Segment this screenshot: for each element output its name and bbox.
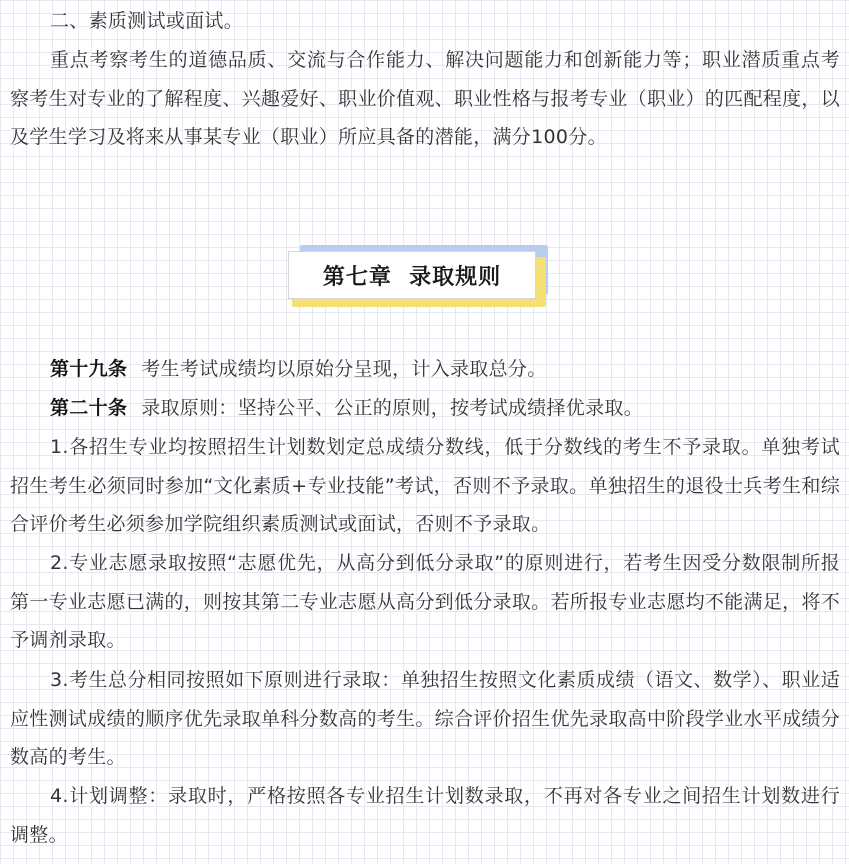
- chapter-banner: [288, 249, 548, 305]
- article-20-label: 第二十条: [50, 397, 128, 419]
- rule-4: 4.计划调整：录取时，严格按照各专业招生计划数录取，不再对各专业之间招生计划数进行调整。: [10, 785, 840, 846]
- article-19-label: 第十九条: [50, 358, 128, 380]
- rule-1: 1.各招生专业均按照招生计划数划定总成绩分数线，低于分数线的考生不予录取。单独考试招生考生必须同时参加“文化素质+专业技能”考试，否则不予录取。单独招生的退役士兵考生和综合评价考生必须参加学院组织素质测试或面试，否则不予录取。: [10, 436, 840, 535]
- rule-3: 3.考生总分相同按照如下原则进行录取：单独招生按照文化素质成绩（语文、数学）、职业适应性测试成绩的顺序优先录取单科分数高的考生。综合评价招生优先录取高中阶段学业水平成绩分数高的考生。: [10, 669, 840, 768]
- article-19: [10, 350, 840, 389]
- article-20-text: 录取原则：坚持公平、公正的原则，按考试成绩择优录取。: [141, 397, 644, 419]
- article-19-text: 考生考试成绩均以原始分呈现，计入录取总分。: [141, 358, 547, 380]
- rule-2: 2.专业志愿录取按照“志愿优先，从高分到低分录取”的原则进行，若考生因受分数限制所报第一专业志愿已满的，则按其第二专业志愿从高分到低分录取。若所报专业志愿均不能满足，将不予调剂录取。: [10, 552, 840, 651]
- article-20: [10, 389, 840, 428]
- section-paragraph: 重点考察考生的道德品质、交流与合作能力、解决问题能力和创新能力等；职业潜质重点考察考生对专业的了解程度、兴趣爱好、职业价值观、职业性格与报考专业（职业）的匹配程度，以及学生学习及将来从事某专业（职业）所应具备的潜能，满分100分。: [10, 49, 840, 148]
- chapter-title: 第七章 录取规则: [288, 251, 536, 299]
- section-heading: 二、素质测试或面试。: [50, 10, 244, 32]
